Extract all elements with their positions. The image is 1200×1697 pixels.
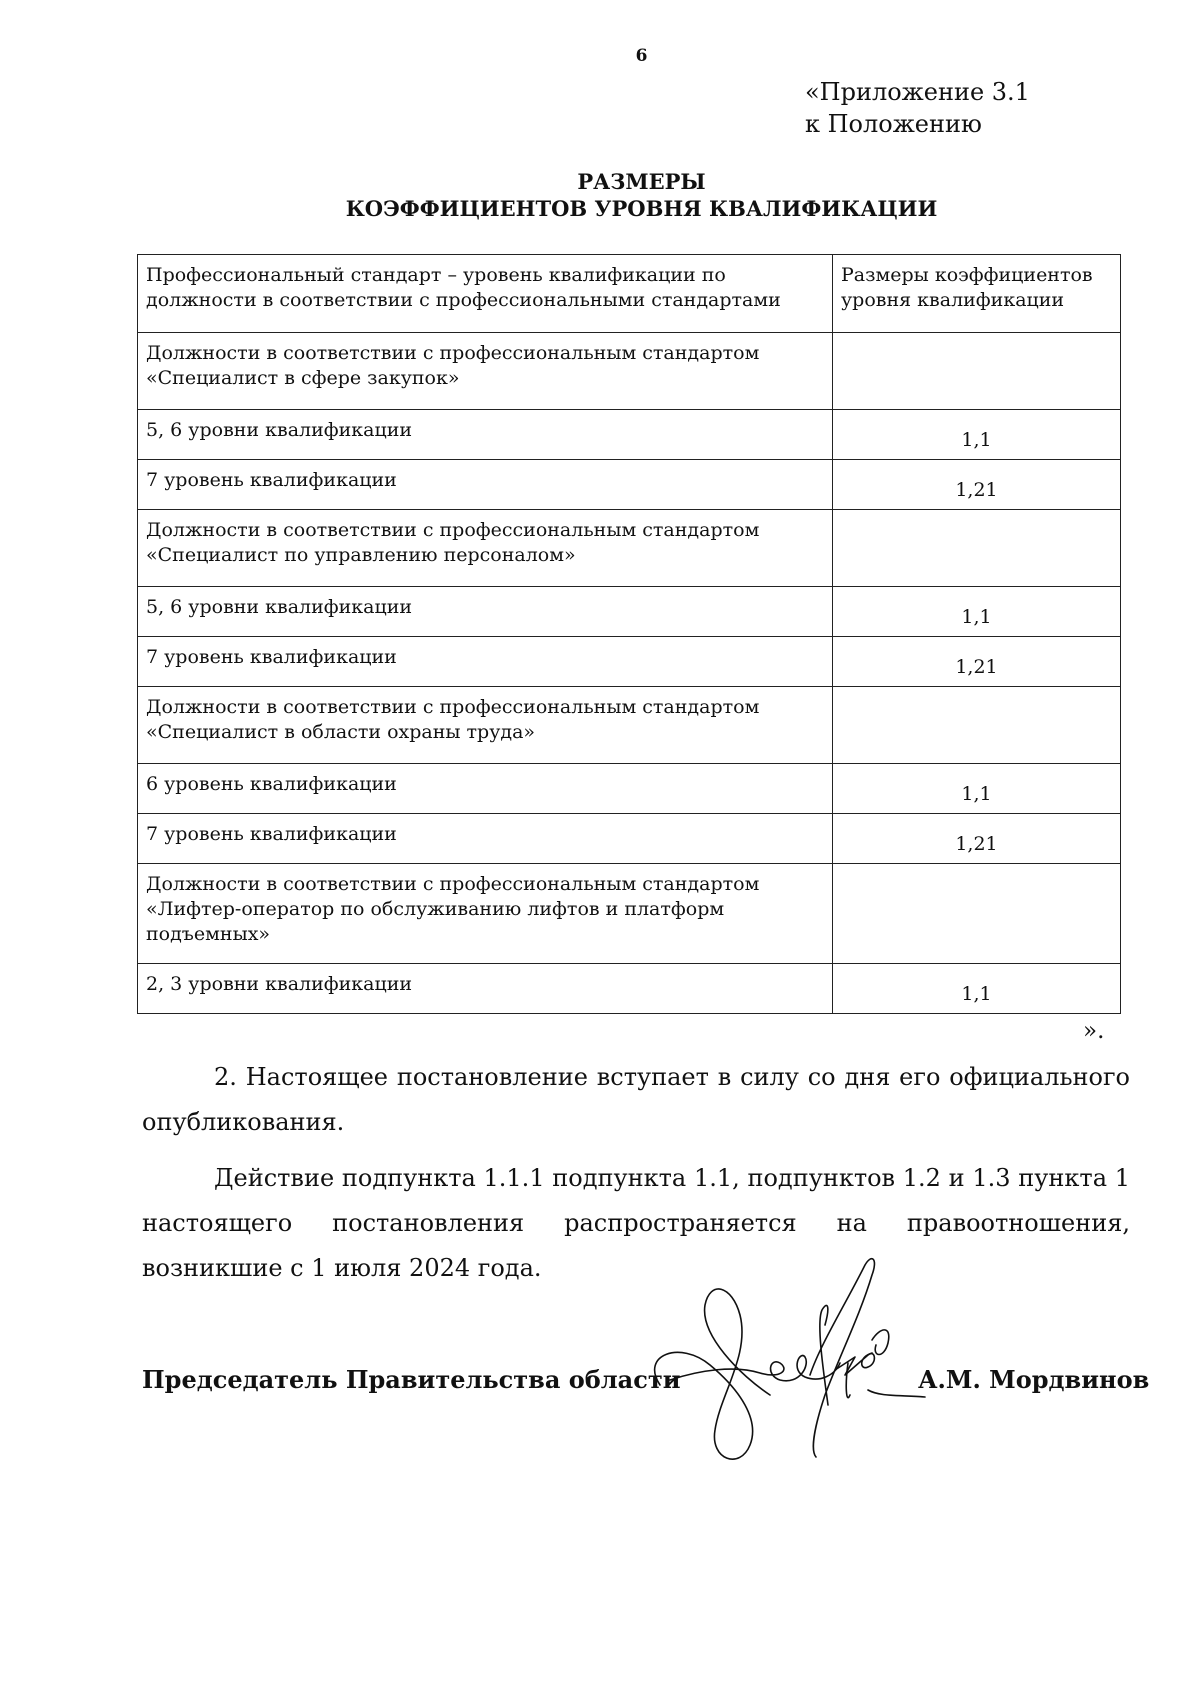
- appendix-line-2: к Положению: [805, 110, 982, 138]
- handwritten-signature: [640, 1245, 930, 1480]
- table-row: [138, 510, 1121, 587]
- row-label: Должности в соответствии с профессиональным стандартом «Лифтер-оператор по обслуживанию лифтов и платформ подъемных»: [138, 864, 833, 964]
- row-value: 1,1: [833, 764, 1121, 814]
- row-label: 7 уровень квалификации: [138, 637, 833, 687]
- row-value: 1,1: [833, 587, 1121, 637]
- table-row: [138, 764, 1121, 814]
- coefficients-table: [137, 254, 1121, 1014]
- row-label: 2, 3 уровни квалификации: [138, 964, 833, 1014]
- row-value: [833, 333, 1121, 410]
- row-label: Должности в соответствии с профессиональным стандартом «Специалист в области охраны труда»: [138, 687, 833, 764]
- row-value: 1,1: [833, 964, 1121, 1014]
- table-row: [138, 637, 1121, 687]
- table-row: [138, 814, 1121, 864]
- table-row: [138, 587, 1121, 637]
- table-header-row: [138, 255, 1121, 333]
- table-row: [138, 333, 1121, 410]
- row-label: 7 уровень квалификации: [138, 460, 833, 510]
- table-row: [138, 410, 1121, 460]
- row-value: 1,21: [833, 814, 1121, 864]
- table-row: [138, 864, 1121, 964]
- appendix-reference: [805, 76, 1030, 140]
- row-label: Должности в соответствии с профессиональным стандартом «Специалист в сфере закупок»: [138, 333, 833, 410]
- table-row: [138, 964, 1121, 1014]
- header-cell-coefficient: Размеры коэффициентов уровня квалификации: [833, 255, 1121, 333]
- document-title: [0, 168, 1200, 222]
- appendix-line-1: «Приложение 3.1: [805, 78, 1030, 106]
- title-line-2: КОЭФФИЦИЕНТОВ УРОВНЯ КВАЛИФИКАЦИИ: [345, 196, 938, 221]
- row-label: Должности в соответствии с профессиональным стандартом «Специалист по управлению персоналом»: [138, 510, 833, 587]
- table-row: [138, 460, 1121, 510]
- signer-name: А.М. Мордвинов: [918, 1365, 1150, 1394]
- table-row: [138, 687, 1121, 764]
- row-label: 6 уровень квалификации: [138, 764, 833, 814]
- row-label: 5, 6 уровни квалификации: [138, 587, 833, 637]
- row-value: 1,1: [833, 410, 1121, 460]
- page-number: 6: [635, 46, 648, 66]
- row-label: 7 уровень квалификации: [138, 814, 833, 864]
- row-value: 1,21: [833, 460, 1121, 510]
- title-line-1: РАЗМЕРЫ: [577, 169, 706, 194]
- paragraph-retroactive: Действие подпункта 1.1.1 подпункта 1.1, подпунктов 1.2 и 1.3 пункта 1 настоящего постановления распространяется на правоотношения, возникшие с 1 июля 2024 года.: [142, 1164, 1130, 1282]
- signer-title: Председатель Правительства области: [142, 1365, 681, 1394]
- closing-quote: ».: [1083, 1018, 1105, 1044]
- row-value: [833, 510, 1121, 587]
- header-cell-standard: Профессиональный стандарт – уровень квалификации по должности в соответствии с профессиональными стандартами: [138, 255, 833, 333]
- row-label: 5, 6 уровни квалификации: [138, 410, 833, 460]
- row-value: [833, 687, 1121, 764]
- row-value: 1,21: [833, 637, 1121, 687]
- paragraph-effective-date: 2. Настоящее постановление вступает в силу со дня его официального опубликования.: [142, 1063, 1130, 1136]
- row-value: [833, 864, 1121, 964]
